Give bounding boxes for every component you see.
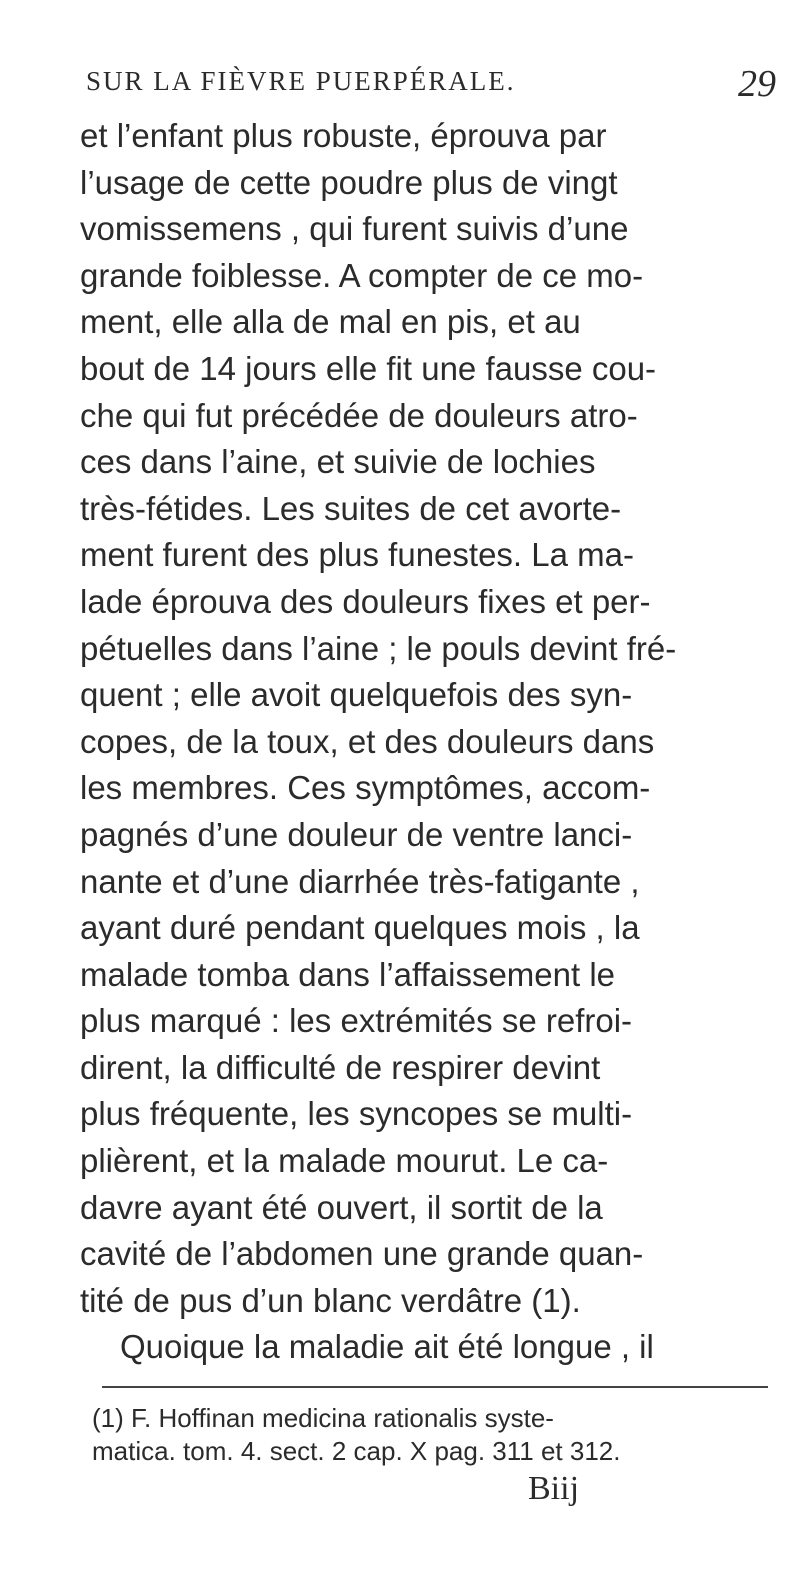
text-line: grande foiblesse. A compter de ce mo- — [80, 256, 644, 294]
text-line: l’usage de cette poudre plus de vingt — [80, 163, 618, 201]
footnote-divider — [102, 1386, 768, 1388]
text-line: tité de pus d’un blanc verdâtre (1). — [80, 1281, 581, 1319]
footnote-line: matica. tom. 4. sect. 2 cap. X pag. 311 et 312. — [92, 1436, 621, 1466]
text-line: ment, elle alla de mal en pis, et au — [80, 303, 581, 341]
text-line: pagnés d’une douleur de ventre lanci- — [80, 815, 633, 853]
text-line: pétuelles dans l’aine ; le pouls devint fré- — [80, 629, 677, 667]
footnote-line: (1) F. Hoffinan medicina rationalis syste- — [92, 1403, 554, 1433]
page-number: 29 — [738, 63, 776, 105]
signature-mark: Biij — [528, 1470, 580, 1507]
text-line: vomissemens , qui furent suivis d’une — [80, 210, 629, 248]
text-line: ment furent des plus funestes. La ma- — [80, 536, 634, 574]
text-line: et l’enfant plus robuste, éprouva par — [80, 117, 607, 154]
text-line: lade éprouva des douleurs fixes et per- — [80, 582, 651, 620]
header-title: SUR LA FIÈVRE PUERPÉRALE. — [86, 66, 516, 96]
body-text — [80, 113, 780, 1371]
text-line: cavité de l’abdomen une grande quan- — [80, 1235, 644, 1273]
text-line: dirent, la difficulté de respirer devint — [80, 1048, 601, 1086]
text-line: malade tomba dans l’affaissement le — [80, 955, 616, 993]
text-line: quent ; elle avoit quelquefois des syn- — [80, 676, 633, 714]
text-line: Quoique la maladie ait été longue , il — [120, 1328, 654, 1366]
text-line: davre ayant été ouvert, il sortit de la — [80, 1188, 603, 1226]
text-line: très-fétides. Les suites de cet avorte- — [80, 489, 622, 527]
text-line: les membres. Ces symptômes, accom- — [80, 769, 651, 807]
running-header — [86, 63, 776, 116]
text-line: plus fréquente, les syncopes se multi- — [80, 1095, 633, 1133]
footnote — [92, 1402, 782, 1468]
text-line: copes, de la toux, et des douleurs dans — [80, 722, 655, 760]
text-line: ayant duré pendant quelques mois , la — [80, 909, 640, 947]
text-line: plièrent, et la malade mourut. Le ca- — [80, 1142, 609, 1180]
text-line: che qui fut précédée de douleurs atro- — [80, 396, 638, 434]
text-line: bout de 14 jours elle fit une fausse cou- — [80, 349, 657, 387]
text-line: nante et d’une diarrhée très-fatigante , — [80, 862, 640, 900]
text-line: ces dans l’aine, et suivie de lochies — [80, 443, 596, 481]
text-line: plus marqué : les extrémités se refroi- — [80, 1002, 633, 1040]
